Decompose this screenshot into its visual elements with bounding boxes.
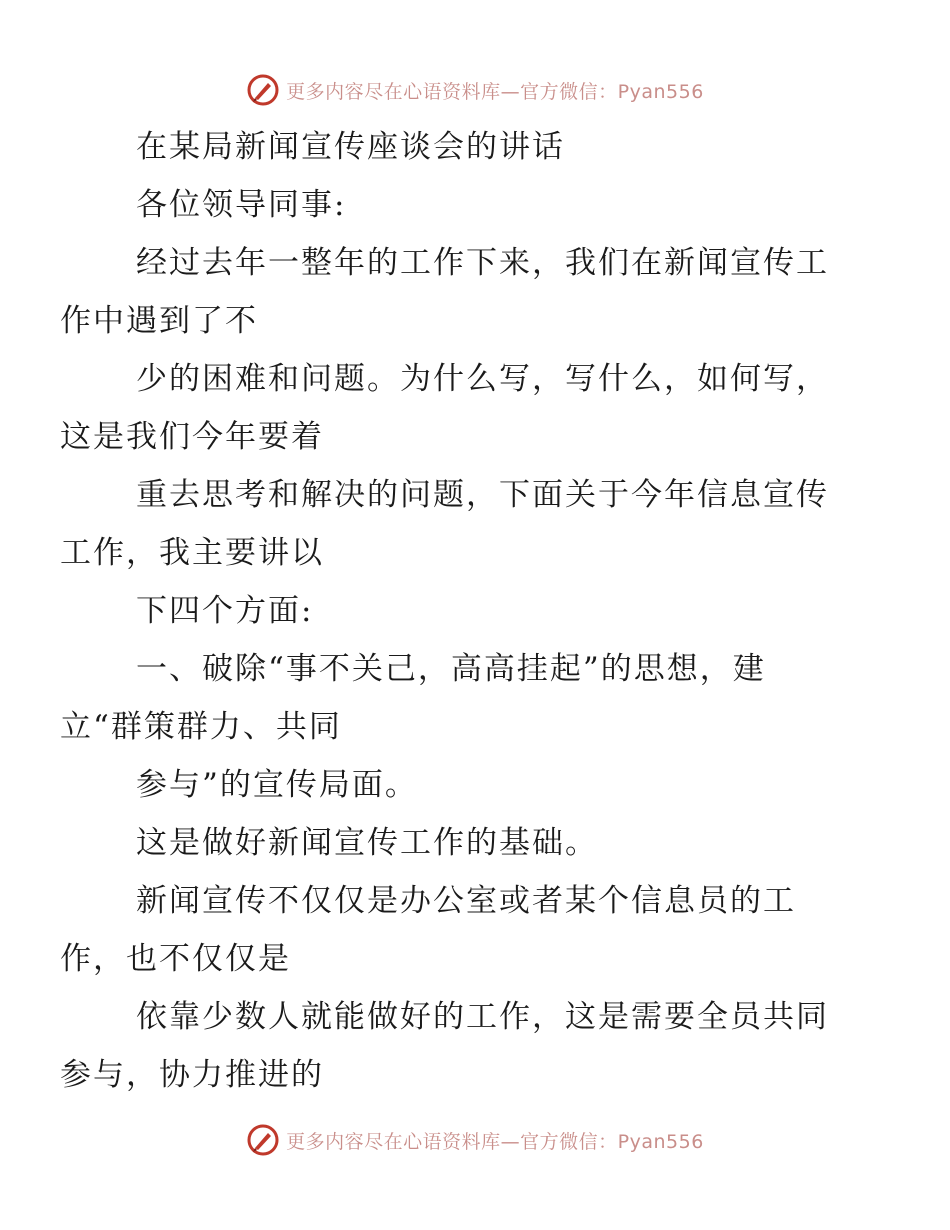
paragraph-line: 各位领导同事:	[136, 187, 347, 223]
paragraph-line: 参与”的宣传局面。	[136, 767, 418, 803]
paragraph-line: 这是做好新闻宣传工作的基础。	[136, 825, 598, 861]
paragraph-line: 一、破除“事不关己，高高挂起”的思想，建	[136, 651, 766, 687]
paragraph-line: 作，也不仅仅是	[60, 941, 291, 977]
paragraph	[60, 466, 858, 582]
paragraph	[98, 176, 858, 234]
paragraph-line: 重去思考和解决的问题，下面关于今年信息宣传	[136, 477, 829, 513]
header-banner	[0, 70, 950, 110]
banner-text: 更多内容尽在心语资料库—官方微信：Pyan556	[286, 80, 704, 103]
banner-text: 更多内容尽在心语资料库—官方微信：Pyan556	[286, 1130, 704, 1153]
paragraph	[60, 234, 858, 350]
paragraph	[98, 582, 858, 640]
paragraph	[98, 814, 858, 872]
footer-banner	[0, 1120, 950, 1160]
paragraph-line: 立“群策群力、共同	[60, 709, 342, 745]
pen-logo-icon	[246, 1123, 280, 1157]
paragraph	[60, 640, 858, 756]
paragraph	[60, 988, 858, 1104]
paragraph-line: 作中遇到了不	[60, 303, 258, 339]
paragraph	[60, 872, 858, 988]
paragraph-line: 新闻宣传不仅仅是办公室或者某个信息员的工	[136, 883, 796, 919]
paragraph-line: 参与，协力推进的	[60, 1057, 324, 1093]
pen-logo-icon	[246, 73, 280, 107]
paragraph	[60, 350, 858, 466]
paragraph-line: 下四个方面:	[136, 593, 314, 629]
paragraph-line: 在某局新闻宣传座谈会的讲话	[136, 129, 565, 165]
paragraph-line: 经过去年一整年的工作下来，我们在新闻宣传工	[136, 245, 829, 281]
paragraph-line: 这是我们今年要着	[60, 419, 324, 455]
paragraph	[98, 756, 858, 814]
paragraph-line: 依靠少数人就能做好的工作，这是需要全员共同	[136, 999, 829, 1035]
paragraph-line: 少的困难和问题。为什么写，写什么，如何写，	[136, 361, 829, 397]
paragraph	[98, 118, 858, 176]
document-body	[60, 118, 858, 1104]
paragraph-line: 工作，我主要讲以	[60, 535, 324, 571]
